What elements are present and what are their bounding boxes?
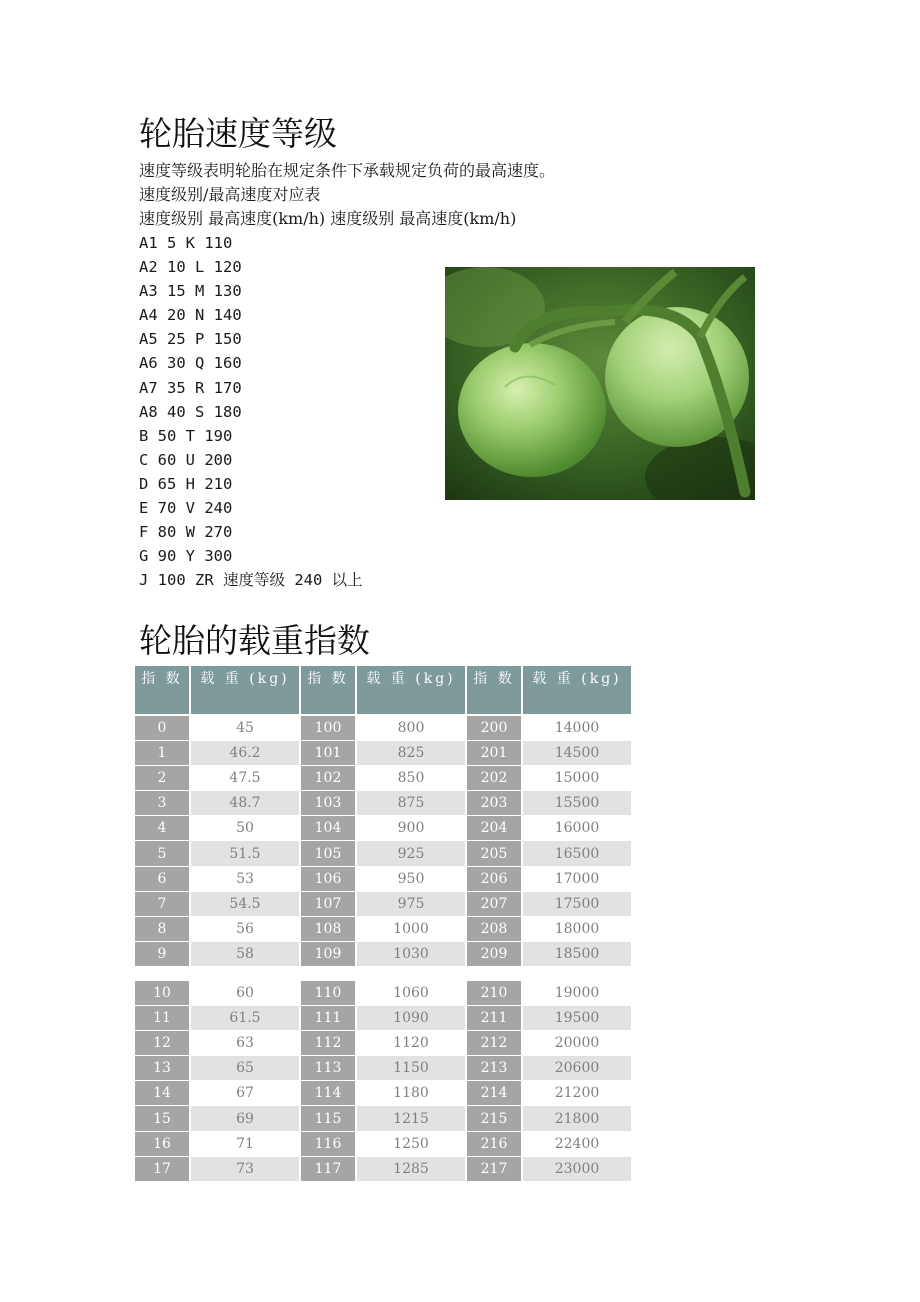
load-kg-cell: 15000 (522, 766, 631, 791)
load-index-cell: 7 (135, 891, 190, 916)
header-load-1: 载 重 (kg) (190, 666, 300, 690)
table-row (135, 941, 631, 966)
load-index-cell: 5 (135, 841, 190, 866)
load-index-cell: 210 (466, 981, 522, 1006)
load-kg-cell: 1120 (356, 1031, 466, 1056)
table-row (135, 1081, 631, 1106)
speed-rating-row: B 50 T 190 (139, 426, 233, 445)
load-index-cell: 0 (135, 716, 190, 741)
load-index-cell: 4 (135, 816, 190, 841)
load-kg-cell: 46.2 (190, 741, 300, 766)
load-kg-cell: 1180 (356, 1081, 466, 1106)
speed-rating-row: A3 15 M 130 (139, 282, 242, 301)
load-index-cell: 106 (300, 866, 356, 891)
load-index-cell: 208 (466, 916, 522, 941)
load-index-cell: 214 (466, 1081, 522, 1106)
load-index-cell: 114 (300, 1081, 356, 1106)
load-index-cell: 202 (466, 766, 522, 791)
load-kg-cell: 60 (190, 981, 300, 1006)
speed-rating-row: J 100 ZR 速度等级 240 以上 (139, 571, 363, 590)
load-index-cell: 10 (135, 981, 190, 1006)
load-kg-cell: 16500 (522, 841, 631, 866)
table-row (135, 1106, 631, 1131)
load-kg-cell: 73 (190, 1156, 300, 1181)
load-kg-cell: 20600 (522, 1056, 631, 1081)
table-row (135, 741, 631, 766)
load-kg-cell: 1000 (356, 916, 466, 941)
table-row (135, 1006, 631, 1031)
load-kg-cell: 1090 (356, 1006, 466, 1031)
load-section-title: 轮胎的载重指数 (139, 621, 370, 660)
table-row (135, 716, 631, 741)
load-index-cell: 14 (135, 1081, 190, 1106)
speed-section-title: 轮胎速度等级 (139, 114, 337, 153)
load-kg-cell: 1285 (356, 1156, 466, 1181)
load-index-cell: 204 (466, 816, 522, 841)
load-index-cell: 115 (300, 1106, 356, 1131)
header-index-2: 指 数 (300, 666, 356, 690)
load-kg-cell: 1215 (356, 1106, 466, 1131)
load-kg-cell: 1060 (356, 981, 466, 1006)
load-index-cell: 107 (300, 891, 356, 916)
speed-rating-row: A5 25 P 150 (139, 330, 242, 349)
table-row (135, 1131, 631, 1156)
load-index-cell: 104 (300, 816, 356, 841)
load-kg-cell: 825 (356, 741, 466, 766)
load-index-cell: 103 (300, 791, 356, 816)
load-kg-cell: 17500 (522, 891, 631, 916)
speed-rating-list (139, 231, 363, 592)
load-kg-cell: 23000 (522, 1156, 631, 1181)
load-kg-cell: 925 (356, 841, 466, 866)
load-index-cell: 11 (135, 1006, 190, 1031)
table-row (135, 1156, 631, 1181)
load-index-cell: 1 (135, 741, 190, 766)
load-kg-cell: 61.5 (190, 1006, 300, 1031)
load-index-cell: 3 (135, 791, 190, 816)
table-row (135, 891, 631, 916)
table-row (135, 791, 631, 816)
load-kg-cell: 16000 (522, 816, 631, 841)
load-index-cell: 110 (300, 981, 356, 1006)
speed-rating-row: A4 20 N 140 (139, 306, 242, 325)
load-index-cell: 2 (135, 766, 190, 791)
load-kg-cell: 48.7 (190, 791, 300, 816)
header-index-3: 指 数 (466, 666, 522, 690)
load-kg-cell: 875 (356, 791, 466, 816)
load-kg-cell: 22400 (522, 1131, 631, 1156)
load-kg-cell: 1150 (356, 1056, 466, 1081)
speed-table-header: 速度级别 最高速度(km/h) 速度级别 最高速度(km/h) (139, 209, 517, 228)
load-kg-cell: 800 (356, 716, 466, 741)
load-kg-cell: 950 (356, 866, 466, 891)
load-index-cell: 205 (466, 841, 522, 866)
load-kg-cell: 20000 (522, 1031, 631, 1056)
table-row (135, 981, 631, 1006)
load-index-cell: 201 (466, 741, 522, 766)
load-index-cell: 112 (300, 1031, 356, 1056)
speed-rating-row: A7 35 R 170 (139, 378, 242, 397)
speed-rating-row: C 60 U 200 (139, 450, 233, 469)
load-index-cell: 100 (300, 716, 356, 741)
load-kg-cell: 71 (190, 1131, 300, 1156)
load-index-cell: 213 (466, 1056, 522, 1081)
header-index-1: 指 数 (135, 666, 190, 690)
load-kg-cell: 15500 (522, 791, 631, 816)
header-load-3: 载 重 (kg) (522, 666, 631, 690)
load-index-cell: 111 (300, 1006, 356, 1031)
load-index-cell: 15 (135, 1106, 190, 1131)
load-kg-cell: 18500 (522, 941, 631, 966)
load-kg-cell: 975 (356, 891, 466, 916)
table-row (135, 841, 631, 866)
table-row (135, 1031, 631, 1056)
load-index-cell: 113 (300, 1056, 356, 1081)
load-index-cell: 207 (466, 891, 522, 916)
load-index-cell: 216 (466, 1131, 522, 1156)
load-index-cell: 209 (466, 941, 522, 966)
load-kg-cell: 900 (356, 816, 466, 841)
load-kg-cell: 63 (190, 1031, 300, 1056)
speed-section-intro (139, 159, 555, 231)
load-index-cell: 108 (300, 916, 356, 941)
intro-text: 速度等级表明轮胎在规定条件下承载规定负荷的最高速度。 (139, 161, 556, 180)
speed-rating-row: D 65 H 210 (139, 474, 233, 493)
load-kg-cell: 51.5 (190, 841, 300, 866)
load-kg-cell: 21200 (522, 1081, 631, 1106)
load-kg-cell: 19000 (522, 981, 631, 1006)
load-index-cell: 105 (300, 841, 356, 866)
load-index-table-header (135, 666, 631, 714)
load-kg-cell: 1250 (356, 1131, 466, 1156)
load-index-cell: 211 (466, 1006, 522, 1031)
speed-rating-row: A1 5 K 110 (139, 234, 233, 252)
load-kg-cell: 21800 (522, 1106, 631, 1131)
load-kg-cell: 65 (190, 1056, 300, 1081)
load-index-cell: 200 (466, 716, 522, 741)
load-kg-cell: 1030 (356, 941, 466, 966)
table-row (135, 866, 631, 891)
load-index-cell: 101 (300, 741, 356, 766)
load-kg-cell: 47.5 (190, 766, 300, 791)
load-index-cell: 212 (466, 1031, 522, 1056)
load-index-table-block-2 (135, 981, 631, 1182)
load-kg-cell: 17000 (522, 866, 631, 891)
speed-rating-row: F 80 W 270 (139, 523, 233, 542)
load-index-cell: 13 (135, 1056, 190, 1081)
load-kg-cell: 54.5 (190, 891, 300, 916)
tomato-image (445, 267, 755, 500)
header-load-2: 载 重 (kg) (356, 666, 466, 690)
speed-rating-row: E 70 V 240 (139, 499, 233, 518)
table-row (135, 816, 631, 841)
load-kg-cell: 850 (356, 766, 466, 791)
load-kg-cell: 14000 (522, 716, 631, 741)
load-kg-cell: 14500 (522, 741, 631, 766)
load-index-cell: 109 (300, 941, 356, 966)
speed-rating-row: G 90 Y 300 (139, 547, 233, 566)
speed-table-title: 速度级别/最高速度对应表 (139, 185, 321, 204)
green-tomato-photo (445, 267, 755, 500)
load-index-cell: 6 (135, 866, 190, 891)
table-row (135, 1056, 631, 1081)
table-row (135, 766, 631, 791)
load-index-cell: 203 (466, 791, 522, 816)
load-kg-cell: 18000 (522, 916, 631, 941)
load-index-cell: 116 (300, 1131, 356, 1156)
load-kg-cell: 50 (190, 816, 300, 841)
load-index-cell: 17 (135, 1156, 190, 1181)
table-row (135, 916, 631, 941)
load-index-table-block-1 (135, 716, 631, 967)
load-kg-cell: 67 (190, 1081, 300, 1106)
load-index-cell: 117 (300, 1156, 356, 1181)
load-index-cell: 217 (466, 1156, 522, 1181)
speed-rating-row: A2 10 L 120 (139, 258, 242, 277)
load-kg-cell: 58 (190, 941, 300, 966)
load-index-cell: 8 (135, 916, 190, 941)
load-index-cell: 206 (466, 866, 522, 891)
speed-rating-row: A6 30 Q 160 (139, 354, 242, 373)
load-kg-cell: 56 (190, 916, 300, 941)
load-kg-cell: 53 (190, 866, 300, 891)
load-index-cell: 102 (300, 766, 356, 791)
load-kg-cell: 69 (190, 1106, 300, 1131)
load-kg-cell: 19500 (522, 1006, 631, 1031)
load-index-cell: 215 (466, 1106, 522, 1131)
load-index-cell: 16 (135, 1131, 190, 1156)
load-kg-cell: 45 (190, 716, 300, 741)
load-index-cell: 9 (135, 941, 190, 966)
speed-rating-row: A8 40 S 180 (139, 402, 242, 421)
load-index-cell: 12 (135, 1031, 190, 1056)
